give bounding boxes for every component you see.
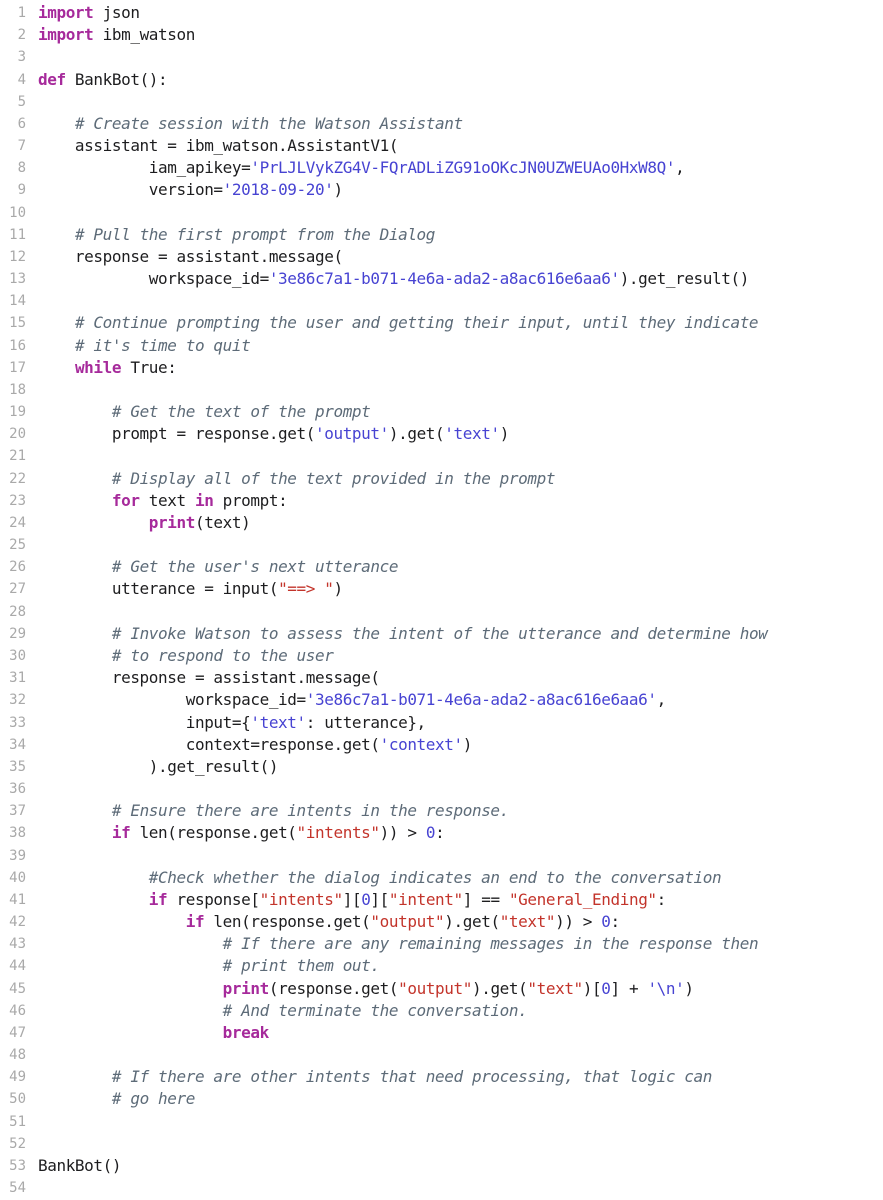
code-line	[0, 1133, 883, 1155]
code-line	[0, 1155, 883, 1177]
line-number: 6	[17, 115, 26, 132]
code-line	[0, 401, 883, 423]
code-line	[0, 335, 883, 357]
code-text: # Invoke Watson to assess the intent of the utterance and determine how	[111, 623, 768, 643]
code-text	[26, 845, 38, 867]
code-text: workspace_id='3e86c7a1-b071-4e6a-ada2-a8ac616e6aa6',	[38, 690, 666, 710]
line-number: 18	[9, 381, 26, 398]
code-line	[0, 1022, 883, 1044]
code-text: ).get_result()	[38, 756, 279, 776]
code-line	[0, 179, 883, 201]
line-number: 26	[9, 559, 26, 576]
code-line	[0, 1088, 883, 1110]
line-number: 47	[9, 1024, 26, 1041]
code-line	[0, 667, 883, 689]
line-number: 54	[9, 1180, 26, 1197]
code-line	[0, 845, 883, 867]
code-line	[0, 689, 883, 711]
code-text: # Get the user's next utterance	[111, 557, 399, 577]
code-line	[0, 224, 883, 246]
line-number: 31	[9, 670, 26, 687]
line-number: 4	[17, 71, 26, 88]
line-number: 22	[9, 470, 26, 487]
code-line	[0, 357, 883, 379]
code-text: import ibm_watson	[38, 25, 195, 45]
line-number: 44	[9, 958, 26, 975]
code-text: iam_apikey='PrLJLVykZG4V-FQrADLiZG91oOKcJN0UZWEUAo0HxW8Q',	[38, 158, 685, 178]
code-line	[0, 867, 883, 889]
code-text: if len(response.get("output").get("text")) > 0:	[185, 912, 620, 932]
line-number: 21	[9, 448, 26, 465]
code-line	[0, 756, 883, 778]
line-number: 20	[9, 426, 26, 443]
code-text	[26, 601, 38, 623]
code-line	[0, 512, 883, 534]
code-line	[0, 534, 883, 556]
code-line	[0, 911, 883, 933]
line-number: 3	[17, 49, 26, 66]
code-text: workspace_id='3e86c7a1-b071-4e6a-ada2-a8ac616e6aa6').get_result()	[38, 269, 749, 289]
code-text: # go here	[111, 1089, 195, 1109]
line-number: 51	[9, 1113, 26, 1130]
line-number: 2	[17, 27, 26, 44]
code-line	[0, 822, 883, 844]
line-number: 36	[9, 781, 26, 798]
code-text	[26, 46, 38, 68]
code-line	[0, 601, 883, 623]
code-text: # And terminate the conversation.	[222, 1000, 528, 1020]
line-number: 35	[9, 758, 26, 775]
line-number: 19	[9, 404, 26, 421]
line-number: 46	[9, 1002, 26, 1019]
line-number: 8	[17, 160, 26, 177]
line-number: 29	[9, 625, 26, 642]
code-text	[26, 778, 38, 800]
code-line	[0, 91, 883, 113]
code-line	[0, 1111, 883, 1133]
code-text	[26, 379, 38, 401]
code-text: BankBot()	[38, 1155, 122, 1175]
code-line	[0, 734, 883, 756]
line-number: 9	[17, 182, 26, 199]
code-text: # it's time to quit	[74, 335, 251, 355]
code-text	[26, 1111, 38, 1133]
line-number: 34	[9, 736, 26, 753]
line-number: 30	[9, 647, 26, 664]
line-number: 7	[17, 138, 26, 155]
code-text: # to respond to the user	[111, 645, 334, 665]
line-number: 17	[9, 359, 26, 376]
code-line	[0, 978, 883, 1000]
line-number: 42	[9, 914, 26, 931]
line-number: 23	[9, 492, 26, 509]
code-text	[26, 91, 38, 113]
code-line	[0, 268, 883, 290]
code-line	[0, 933, 883, 955]
code-text: # Continue prompting the user and getting their input, until they indicate	[74, 313, 759, 333]
code-line	[0, 468, 883, 490]
line-number: 13	[9, 271, 26, 288]
line-number: 39	[9, 847, 26, 864]
line-number: 5	[17, 93, 26, 110]
line-number: 50	[9, 1091, 26, 1108]
code-text: print(text)	[148, 512, 251, 532]
code-text: # Create session with the Watson Assistant	[74, 113, 463, 133]
code-line	[0, 246, 883, 268]
code-line	[0, 113, 883, 135]
line-number: 52	[9, 1135, 26, 1152]
code-text: # If there are other intents that need processing, that logic can	[111, 1067, 713, 1087]
line-number: 28	[9, 603, 26, 620]
line-number: 33	[9, 714, 26, 731]
code-line	[0, 202, 883, 224]
code-line	[0, 645, 883, 667]
line-number: 43	[9, 936, 26, 953]
code-text	[26, 202, 38, 224]
code-line	[0, 778, 883, 800]
line-number: 1	[17, 5, 26, 21]
line-number: 14	[9, 293, 26, 310]
line-number: 27	[9, 581, 26, 598]
line-number: 37	[9, 803, 26, 820]
code-text: assistant = ibm_watson.AssistantV1(	[38, 136, 399, 156]
code-line	[0, 312, 883, 334]
code-line	[0, 1000, 883, 1022]
code-text: context=response.get('context')	[38, 734, 472, 754]
line-number: 12	[9, 248, 26, 265]
code-line	[0, 955, 883, 977]
line-number: 45	[9, 980, 26, 997]
code-text: break	[222, 1022, 269, 1042]
line-number: 41	[9, 891, 26, 908]
code-text	[26, 290, 38, 312]
code-text: import json	[38, 3, 140, 22]
code-text: response = assistant.message(	[38, 668, 380, 688]
line-number: 15	[9, 315, 26, 332]
code-text	[26, 1133, 38, 1155]
code-text: # print them out.	[222, 956, 380, 976]
code-text: # Ensure there are intents in the response.	[111, 801, 509, 821]
code-line	[0, 423, 883, 445]
code-line	[0, 490, 883, 512]
code-line	[0, 445, 883, 467]
code-line	[0, 1044, 883, 1066]
code-text: utterance = input("==> ")	[38, 579, 343, 599]
line-number: 11	[9, 226, 26, 243]
code-line	[0, 69, 883, 91]
code-text: if len(response.get("intents")) > 0:	[111, 823, 445, 843]
line-number: 38	[9, 825, 26, 842]
code-text: version='2018-09-20')	[38, 180, 343, 200]
code-text: input={'text': utterance},	[38, 712, 426, 732]
line-number: 32	[9, 692, 26, 709]
code-line	[0, 24, 883, 46]
code-line	[0, 1066, 883, 1088]
code-line	[0, 290, 883, 312]
line-number: 40	[9, 869, 26, 886]
code-line	[0, 623, 883, 645]
code-line	[0, 800, 883, 822]
line-number: 16	[9, 337, 26, 354]
code-line	[0, 556, 883, 578]
code-line	[0, 1177, 883, 1199]
line-number: 25	[9, 537, 26, 554]
code-text: print(response.get("output").get("text")[0] + '\n')	[222, 978, 694, 998]
line-number: 49	[9, 1069, 26, 1086]
code-line	[0, 379, 883, 401]
line-number: 10	[9, 204, 26, 221]
code-line	[0, 889, 883, 911]
line-number: 24	[9, 514, 26, 531]
line-number: 48	[9, 1047, 26, 1064]
code-text	[26, 1044, 38, 1066]
code-line	[0, 157, 883, 179]
code-line	[0, 712, 883, 734]
code-text: prompt = response.get('output').get('text')	[38, 424, 509, 444]
code-line	[0, 46, 883, 68]
code-line	[0, 135, 883, 157]
code-text: # Get the text of the prompt	[111, 402, 371, 422]
code-text: #Check whether the dialog indicates an end to the conversation	[148, 867, 722, 887]
code-text: # Pull the first prompt from the Dialog	[74, 224, 436, 244]
code-text: # Display all of the text provided in the prompt	[111, 468, 556, 488]
code-text	[26, 445, 38, 467]
code-text	[26, 1177, 38, 1199]
code-text	[26, 534, 38, 556]
line-number: 53	[9, 1157, 26, 1174]
code-line	[0, 578, 883, 600]
code-text: while True:	[74, 357, 177, 377]
code-text: def BankBot():	[38, 69, 168, 89]
code-text: if response["intents"][0]["intent"] == "General_Ending":	[148, 889, 666, 909]
code-line	[0, 2, 883, 24]
code-text: # If there are any remaining messages in the response then	[222, 934, 759, 954]
code-text: for text in prompt:	[111, 490, 288, 510]
code-text: response = assistant.message(	[38, 246, 343, 266]
